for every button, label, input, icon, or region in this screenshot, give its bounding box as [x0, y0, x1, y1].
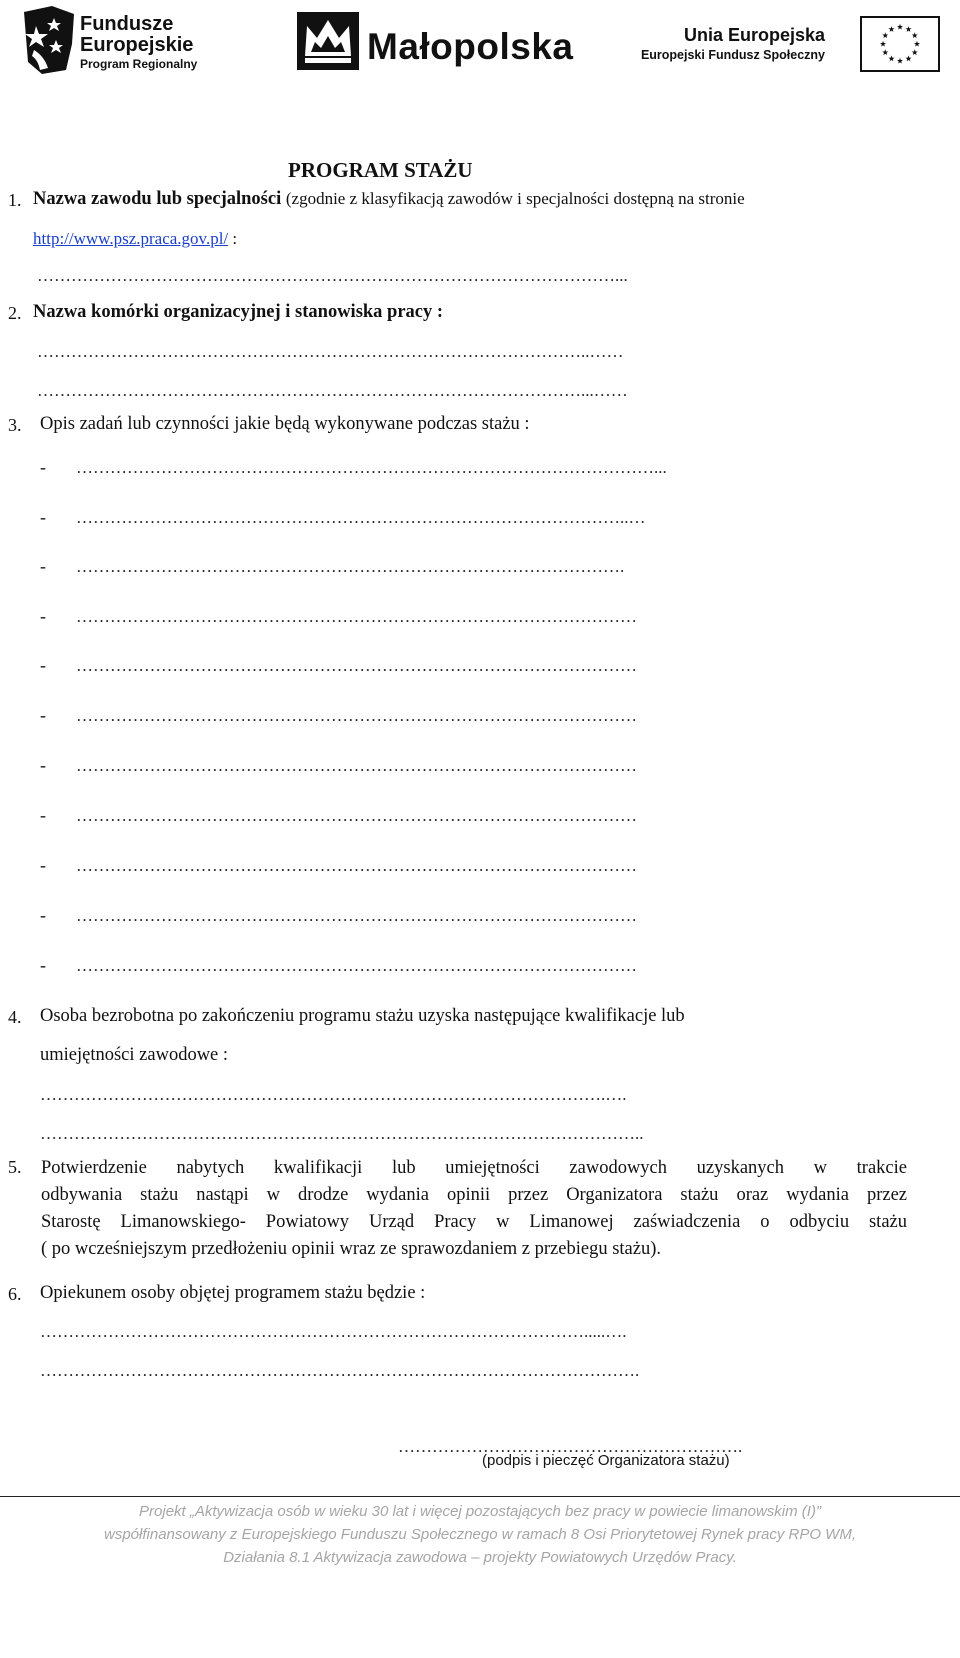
fundusze-europejskie-logo: [22, 4, 212, 78]
malopolska-wordmark: Małopolska: [367, 26, 574, 67]
task-line: ………………………………………………………………………………………: [76, 756, 637, 775]
section-6-number: 6.: [8, 1284, 22, 1304]
section-2-answer-dots-1: ……………………………………………………………………………………..……: [37, 342, 624, 361]
section-6-answer-dots-1: …………………………………………………………………………………….....….: [40, 1322, 627, 1341]
fe-logo-line2: Europejskie: [80, 34, 194, 56]
section-5-line3: Starostę Limanowskiego- Powiatowy Urząd Pracy w Limanowej zaświadczenia o odbyciu stażu: [41, 1212, 907, 1232]
task-line: ………………………………………………………………………………………: [76, 706, 637, 725]
section-1-number: 1.: [8, 190, 22, 210]
task-dash: -: [40, 655, 46, 675]
task-dash: -: [40, 606, 46, 626]
section-3-number: 3.: [8, 415, 22, 435]
footer-line1: Projekt „Aktywizacja osób w wieku 30 lat i więcej pozostających bez pracy w powiecie limanowskim (I)”: [139, 1503, 821, 1520]
section-1-note: (zgodnie z klasyfikacją zawodów i specjalności dostępną na stronie: [285, 189, 745, 208]
eu-logo-line2: Europejski Fundusz Społeczny: [640, 48, 825, 62]
task-dash: -: [40, 705, 46, 725]
task-dash: -: [40, 507, 46, 527]
task-dash: -: [40, 905, 46, 925]
task-line: ……………………………………………………………………………………..…: [76, 508, 646, 527]
section-6-label: Opiekunem osoby objętej programem stażu będzie :: [40, 1283, 426, 1303]
signature-label: (podpis i pieczęć Organizatora stażu): [482, 1452, 730, 1469]
task-line: ………………………………………………………………………………………: [76, 656, 637, 675]
section-5-line4: ( po wcześniejszym przedłożeniu opinii wraz ze sprawozdaniem z przebiegu stażu).: [41, 1239, 662, 1259]
fe-logo-line1: Fundusze: [80, 13, 174, 35]
section-5-number: 5.: [8, 1157, 22, 1177]
malopolska-crown-icon: [297, 12, 359, 70]
section-4-answer-dots-1: ……………………………………………………………………………………….….: [40, 1085, 627, 1104]
task-line: ………………………………………………………………………………………: [76, 956, 637, 975]
task-line: ………………………………………………………………………………………: [76, 607, 637, 626]
footer-line3: Działania 8.1 Aktywizacja zawodowa – projekty Powiatowych Urzędów Pracy.: [223, 1549, 737, 1566]
section-1-link-line: [33, 229, 237, 249]
project-footer: [0, 1500, 960, 1569]
signature-dots: …………………………………………………….: [398, 1437, 743, 1456]
section-1-label: Nazwa zawodu lub specjalności: [33, 189, 282, 209]
malopolska-logo: [297, 12, 587, 74]
task-dash: -: [40, 755, 46, 775]
unia-europejska-logo: [640, 14, 940, 76]
task-line: ………………………………………………………………………………………: [76, 806, 637, 825]
footer-divider: [0, 1496, 960, 1497]
section-6-answer-dots-2: …………………………………………………………………………………………….: [40, 1361, 640, 1380]
task-line: …………………………………………………………………………………….: [76, 557, 625, 576]
task-line: ………………………………………………………………………………………: [76, 856, 637, 875]
section-2-number: 2.: [8, 303, 22, 323]
section-5-paragraph: [41, 1155, 907, 1263]
section-2-answer-dots-2: ……………………………………………………………………………………...……: [37, 381, 628, 400]
eu-logo-line1: Unia Europejska: [683, 25, 825, 45]
section-1-link-suffix: :: [228, 229, 238, 248]
section-1-answer-dots: …………………………………………………………………………………………...: [37, 266, 628, 285]
section-4-number: 4.: [8, 1007, 22, 1027]
section-4-line2: umiejętności zawodowe :: [40, 1045, 229, 1065]
task-dash: -: [40, 955, 46, 975]
fe-logo-line3: Program Regionalny: [80, 57, 198, 71]
fundusze-europejskie-emblem-icon: [22, 4, 80, 76]
task-dash: -: [40, 855, 46, 875]
section-3-label: Opis zadań lub czynności jakie będą wykonywane podczas stażu :: [40, 414, 530, 434]
document-title: PROGRAM STAŻU: [288, 158, 473, 182]
task-dash: -: [40, 805, 46, 825]
task-dash: -: [40, 457, 46, 477]
section-4-answer-dots-2: ……………………………………………………………………………………………..: [40, 1124, 644, 1143]
eu-flag-icon: [860, 16, 940, 72]
task-line: ………………………………………………………………………………………: [76, 906, 637, 925]
footer-line2: współfinansowany z Europejskiego Funduszu Społecznego w ramach 8 Osi Priorytetowej Rynek pracy RPO WM,: [104, 1526, 856, 1543]
header-logos: [0, 0, 960, 90]
task-line: …………………………………………………………………………………………...: [76, 458, 667, 477]
section-2-label: Nazwa komórki organizacyjnej i stanowiska pracy :: [33, 302, 444, 322]
section-5-line2: odbywania stażu nastąpi w drodze wydania opinii przez Organizatora stażu oraz wydania przez: [41, 1185, 907, 1205]
task-dash: -: [40, 556, 46, 576]
section-5-line1: Potwierdzenie nabytych kwalifikacji lub umiejętności zawodowych uzyskanych w trakcie: [41, 1158, 907, 1178]
psz-praca-link[interactable]: http://www.psz.praca.gov.pl/: [33, 229, 229, 248]
section-4-line1: Osoba bezrobotna po zakończeniu programu stażu uzyska następujące kwalifikacje lub: [40, 1006, 685, 1026]
section-1-heading: [33, 189, 745, 210]
